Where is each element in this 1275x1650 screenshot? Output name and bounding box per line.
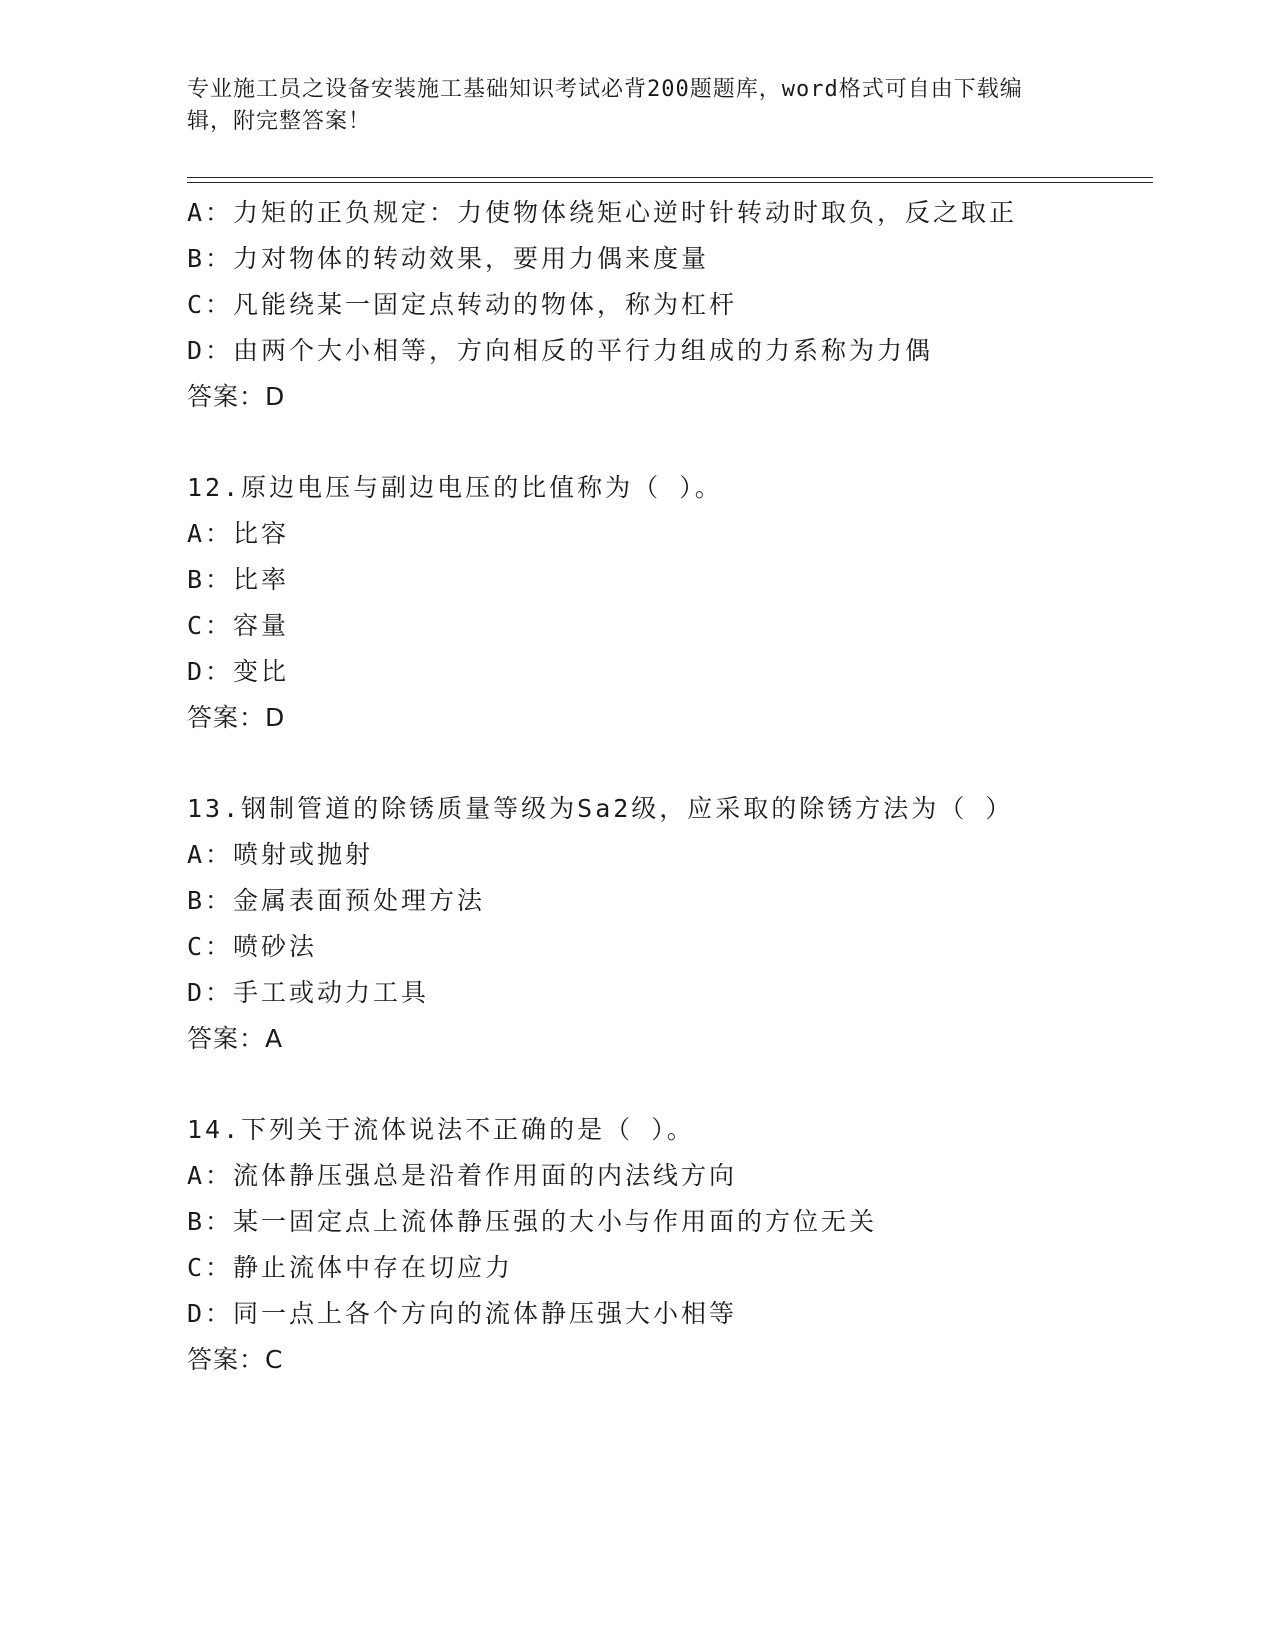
option-a: A：比容 [187, 519, 290, 548]
option-b: B：金属表面预处理方法 [187, 886, 486, 915]
option-d: D：同一点上各个方向的流体静压强大小相等 [187, 1299, 738, 1328]
option-c: C：容量 [187, 611, 290, 640]
header-rule-top [187, 177, 1153, 178]
answer: 答案：D [187, 703, 286, 732]
option-d: D：手工或动力工具 [187, 978, 430, 1007]
option-d: D：由两个大小相等，方向相反的平行力组成的力系称为力偶 [187, 336, 934, 365]
option-b: B：力对物体的转动效果，要用力偶来度量 [187, 244, 710, 273]
question-14 [187, 1107, 1153, 1383]
option-b: B：某一固定点上流体静压强的大小与作用面的方位无关 [187, 1207, 878, 1236]
question-11 [187, 190, 1153, 420]
option-d: D：变比 [187, 657, 290, 686]
answer: 答案：D [187, 382, 286, 411]
question-text: 14.下列关于流体说法不正确的是（ ）。 [187, 1115, 695, 1144]
option-b: B：比率 [187, 565, 290, 594]
option-a: A：流体静压强总是沿着作用面的内法线方向 [187, 1161, 738, 1190]
question-text: 13.钢制管道的除锈质量等级为Sa2级，应采取的除锈方法为（ ） [187, 794, 1014, 823]
option-a: A：力矩的正负规定：力使物体绕矩心逆时针转动时取负，反之取正 [187, 198, 1018, 227]
question-13 [187, 786, 1153, 1062]
option-c: C：凡能绕某一固定点转动的物体，称为杠杆 [187, 290, 738, 319]
answer: 答案：C [187, 1345, 284, 1374]
answer: 答案：A [187, 1024, 284, 1053]
option-c: C：静止流体中存在切应力 [187, 1253, 514, 1282]
question-list [187, 190, 1153, 1383]
header-rule-bottom [187, 182, 1153, 183]
option-a: A：喷射或抛射 [187, 840, 374, 869]
document-header: 专业施工员之设备安装施工基础知识考试必背200题题库，word格式可自由下载编辑，附完整答案！ [187, 77, 1023, 134]
question-12 [187, 465, 1153, 741]
option-c: C：喷砂法 [187, 932, 318, 961]
question-text: 12.原边电压与副边电压的比值称为（ ）。 [187, 473, 723, 502]
